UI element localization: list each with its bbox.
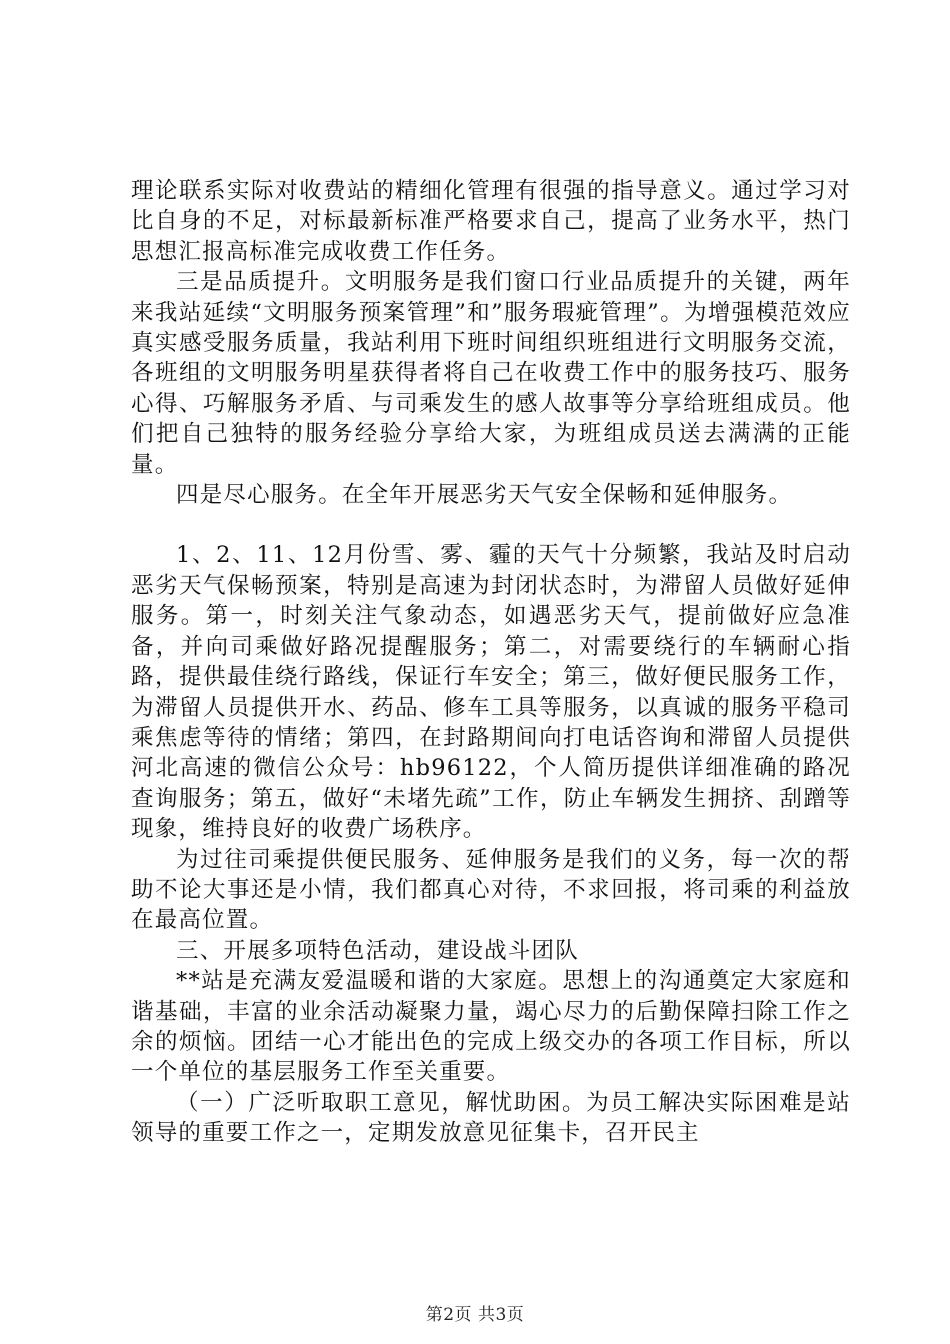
paragraph-3: 四是尽心服务。在全年开展恶劣天气安全保畅和延伸服务。	[176, 482, 793, 509]
page-number: 第2页 共3页	[425, 1305, 525, 1325]
paragraph-7: （一）广泛听取职工意见，解忧助困。为员工解决实际困难是站领导的重要工作之一，定期发放意见征集卡，召开民主	[131, 1089, 851, 1147]
document-body	[131, 176, 851, 1149]
paragraph-5: 为过往司乘提供便民服务、延伸服务是我们的义务，每一次的帮助不论大事还是小情，我们都真心对待，不求回报，将司乘的利益放在最高位置。	[131, 846, 851, 934]
paragraph-1: 理论联系实际对收费站的精细化管理有很强的指导意义。通过学习对比自身的不足，对标最新标准严格要求自己，提高了业务水平，热门思想汇报高标准完成收费工作任务。	[131, 178, 851, 265]
paragraph-2: 三是品质提升。文明服务是我们窗口行业品质提升的关键，两年来我站延续“文明服务预案管理”和”服务瑕疵管理”。为增强模范效应真实感受服务质量，我站利用下班时间组织班组进行文明服务交流，各班组的文明服务明星获得者将自己在收费工作中的服务技巧、服务心得、巧解服务矛盾、与司乘发生的感人故事等分享给班组成员。他们把自己独特的服务经验分享给大家，为班组成员送去满满的正能量。	[131, 269, 851, 478]
section-heading: 三、开展多项特色活动，建设战斗团队	[176, 937, 579, 964]
paragraph-6: **站是充满友爱温暖和谐的大家庭。思想上的沟通奠定大家庭和谐基础，丰富的业余活动凝聚力量，竭心尽力的后勤保障扫除工作之余的烦恼。团结一心才能出色的完成上级交办的各项工作目标，所以一个单位的基层服务工作至关重要。	[131, 968, 851, 1086]
paragraph-4: 1、2、11、12月份雪、雾、霾的天气十分频繁，我站及时启动恶劣天气保畅预案，特别是高速为封闭状态时，为滞留人员做好延伸服务。第一，时刻关注气象动态，如遇恶劣天气，提前做好应急准备，并向司乘做好路况提醒服务；第二，对需要绕行的车辆耐心指路，提供最佳绕行路线，保证行车安全；第三，做好便民服务工作，为滞留人员提供开水、药品、修车工具等服务，以真诚的服务平稳司乘焦虑等待的情绪；第四，在封路期间向打电话咨询和滞留人员提供河北高速的微信公众号：hb96122，个人简历提供详细准确的路况查询服务；第五，做好“未堵先疏”工作，防止车辆发生拥挤、刮蹭等现象，维持良好的收费广场秩序。	[131, 542, 851, 843]
